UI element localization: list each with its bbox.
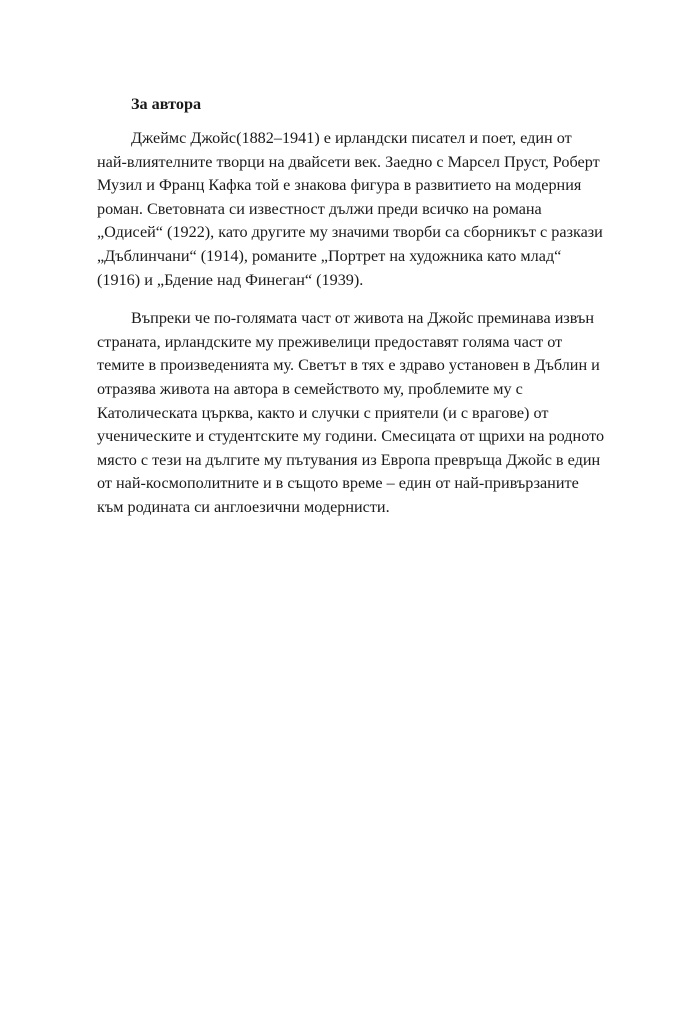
text-line: Джеймс Джойс(1882–1941) е ирландски писател и поет, един от xyxy=(131,129,572,147)
text-line: темите в произведенията му. Светът в тях е здраво установен в Дъблин и xyxy=(97,356,600,375)
text-line: Католическата църква, както и случки с приятели (и с врагове) от xyxy=(97,403,549,422)
text-line: страната, ирландските му преживелици предоставят голяма част от xyxy=(97,332,563,351)
paragraph-spacer xyxy=(131,292,591,307)
text-line: Въпреки че по-голямата част от живота на Джойс преминава извън xyxy=(131,309,595,328)
text-line: ученическите и студентските му години. Смесицата от щрихи на родното xyxy=(97,427,605,446)
text-line: „Дъблинчани“ (1914), романите „Портрет на художника като млад“ xyxy=(97,246,562,265)
paragraph-biography xyxy=(97,127,603,292)
text-line: „Одисей“ (1922), като другите му значими творби са сборникът с разкази xyxy=(97,223,603,242)
text-line: от най-космополитните и в същото време – един от най-привързаните xyxy=(97,474,579,493)
text-line: Музил и Франц Кафка той е знакова фигура в развитието на модерния xyxy=(97,176,582,195)
text-line: към родината си англоезични модернисти. xyxy=(97,497,390,516)
document-body xyxy=(97,94,605,520)
text-line: най-влиятелните творци на двайсети век. Заедно с Марсел Пруст, Роберт xyxy=(97,152,600,171)
text-line: (1916) и „Бдение над Финеган“ (1939). xyxy=(97,270,364,289)
text-line: отразява живота на автора в семейството му, проблемите му с xyxy=(97,379,523,398)
section-heading: За автора xyxy=(131,95,202,113)
text-line: роман. Световната си известност дължи преди всичко на романа xyxy=(97,199,542,218)
paragraph-influences xyxy=(97,307,605,519)
text-line: място с тези на дългите му пътувания из Европа превръща Джойс в един xyxy=(97,450,601,469)
